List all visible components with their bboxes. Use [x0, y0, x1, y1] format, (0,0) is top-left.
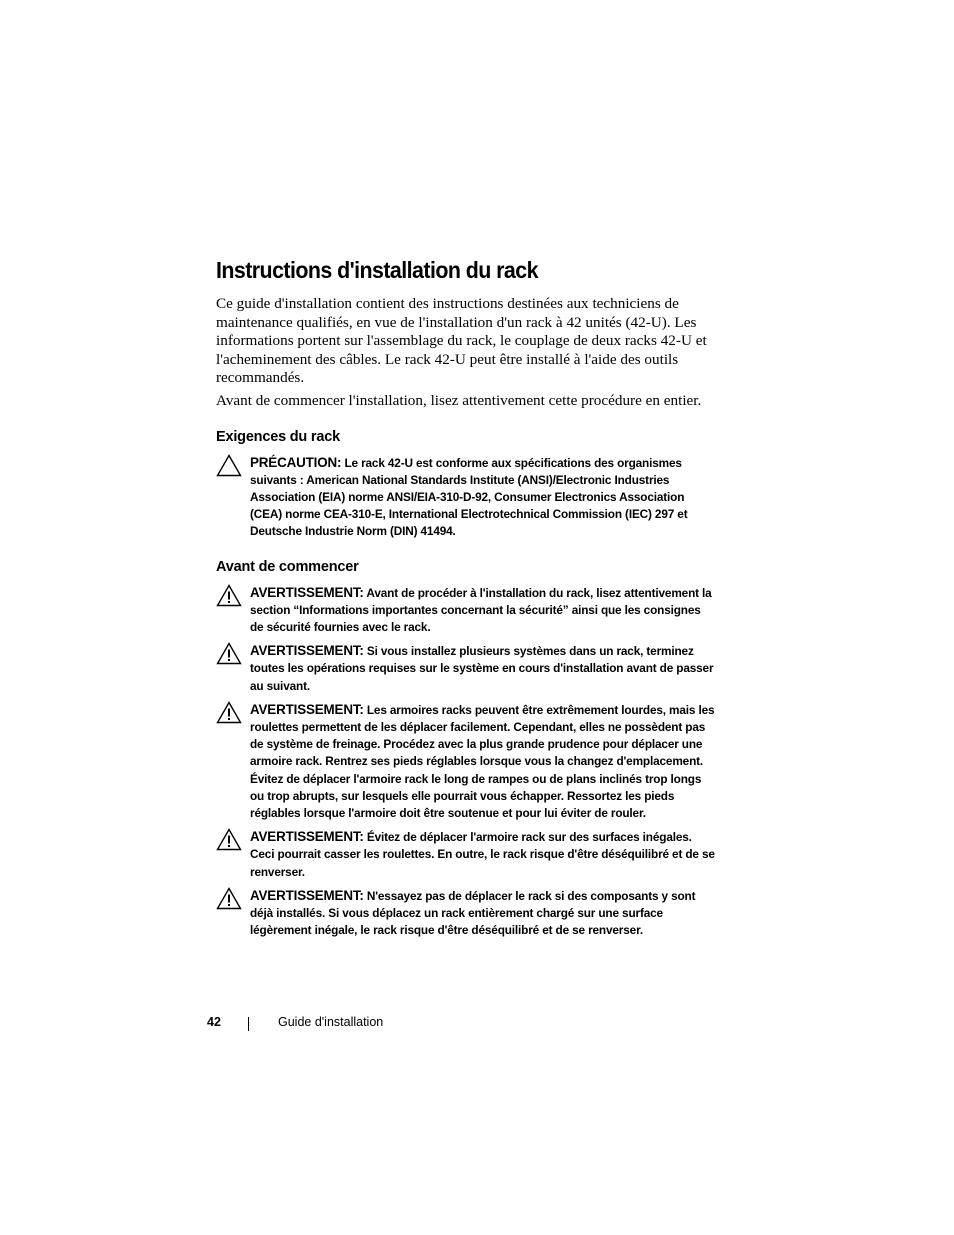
page-title: Instructions d'installation du rack: [216, 257, 538, 283]
warning-triangle-icon: [216, 887, 242, 910]
note-text: Le rack 42-U est conforme aux spécifications des organismes suivants : American National Standards Institute (ANSI)/Electronic Industries Association (EIA) norme ANSI/EIA-310-D-92, Consumer Electronics Association (CEA) norme CEA-310-E, International Electrotechnical Commission (IEC) 297 et Deutsche Industrie Norm (DIN) 41494.: [250, 455, 688, 539]
warning-note: [216, 584, 716, 637]
warning-triangle-icon: [216, 828, 242, 851]
note-text: Les armoires racks peuvent être extrêmement lourdes, mais les roulettes permettent de les déplacer facilement. Cependant, elles ne possèdent pas de système de freinage. Procédez avec la plus grande prudence pour déplacer une armoire rack. Rentrez ses pieds réglables lorsque vous la changez d'emplacement. Évitez de déplacer l'armoire rack le long de rampes ou de plans inclinés trop longs ou trop abrupts, sur lesquels elle pourrait vous échapper. Ressortez les pieds réglables lorsque l'armoire doit être soutenue et pour lui éviter de rouler.: [250, 702, 715, 821]
warning-note: [216, 701, 716, 822]
warning-note: [216, 642, 716, 695]
note-label: AVERTISSEMENT:: [250, 829, 364, 845]
section-heading: Avant de commencer: [216, 558, 359, 575]
page-number: 42: [207, 1015, 221, 1029]
caution-triangle-icon: [216, 454, 242, 477]
warning-note: [216, 828, 716, 881]
warning-note: [216, 887, 716, 940]
note-label: AVERTISSEMENT:: [250, 643, 364, 659]
note-text: Avant de procéder à l'installation du rack, lisez attentivement la section “Informations importantes concernant la sécurité” ainsi que les consignes de sécurité fournies avec le rack.: [250, 585, 712, 634]
note-text: N'essayez pas de déplacer le rack si des composants y sont déjà installés. Si vous déplacez un rack entièrement chargé sur une surface légèrement inégale, le rack risque d'être déséquilibré et de se renverser.: [250, 888, 696, 938]
footer-divider: [248, 1017, 249, 1031]
note-label: AVERTISSEMENT:: [250, 887, 364, 903]
warning-triangle-icon: [216, 584, 242, 607]
intro-paragraph: Ce guide d'installation contient des instructions destinées aux techniciens de maintenance qualifiés, en vue de l'installation d'un rack à 42 unités (42-U). Les informations portent sur l'assemblage du rack, le couplage de deux racks 42-U et l'acheminement des câbles. Le rack 42-U peut être installé à l'aide des outils recommandés.: [216, 295, 707, 387]
warning-triangle-icon: [216, 642, 242, 665]
note-label: AVERTISSEMENT:: [250, 701, 364, 717]
footer-label: Guide d'installation: [278, 1015, 384, 1029]
caution-note: [216, 454, 716, 541]
intro-paragraph: Avant de commencer l'installation, lisez attentivement cette procédure en entier.: [216, 391, 702, 409]
note-label: PRÉCAUTION:: [250, 454, 342, 470]
page-content: [216, 255, 716, 945]
note-label: AVERTISSEMENT:: [250, 584, 364, 600]
section-heading: Exigences du rack: [216, 428, 340, 445]
note-text: Si vous installez plusieurs systèmes dans un rack, terminez toutes les opérations requises sur le système en cours d'installation avant de passer au suivant.: [250, 644, 714, 693]
note-text: Évitez de déplacer l'armoire rack sur des surfaces inégales. Ceci pourrait casser les roulettes. En outre, le rack risque d'être déséquilibré et de se renverser.: [250, 830, 715, 879]
warning-triangle-icon: [216, 701, 242, 724]
